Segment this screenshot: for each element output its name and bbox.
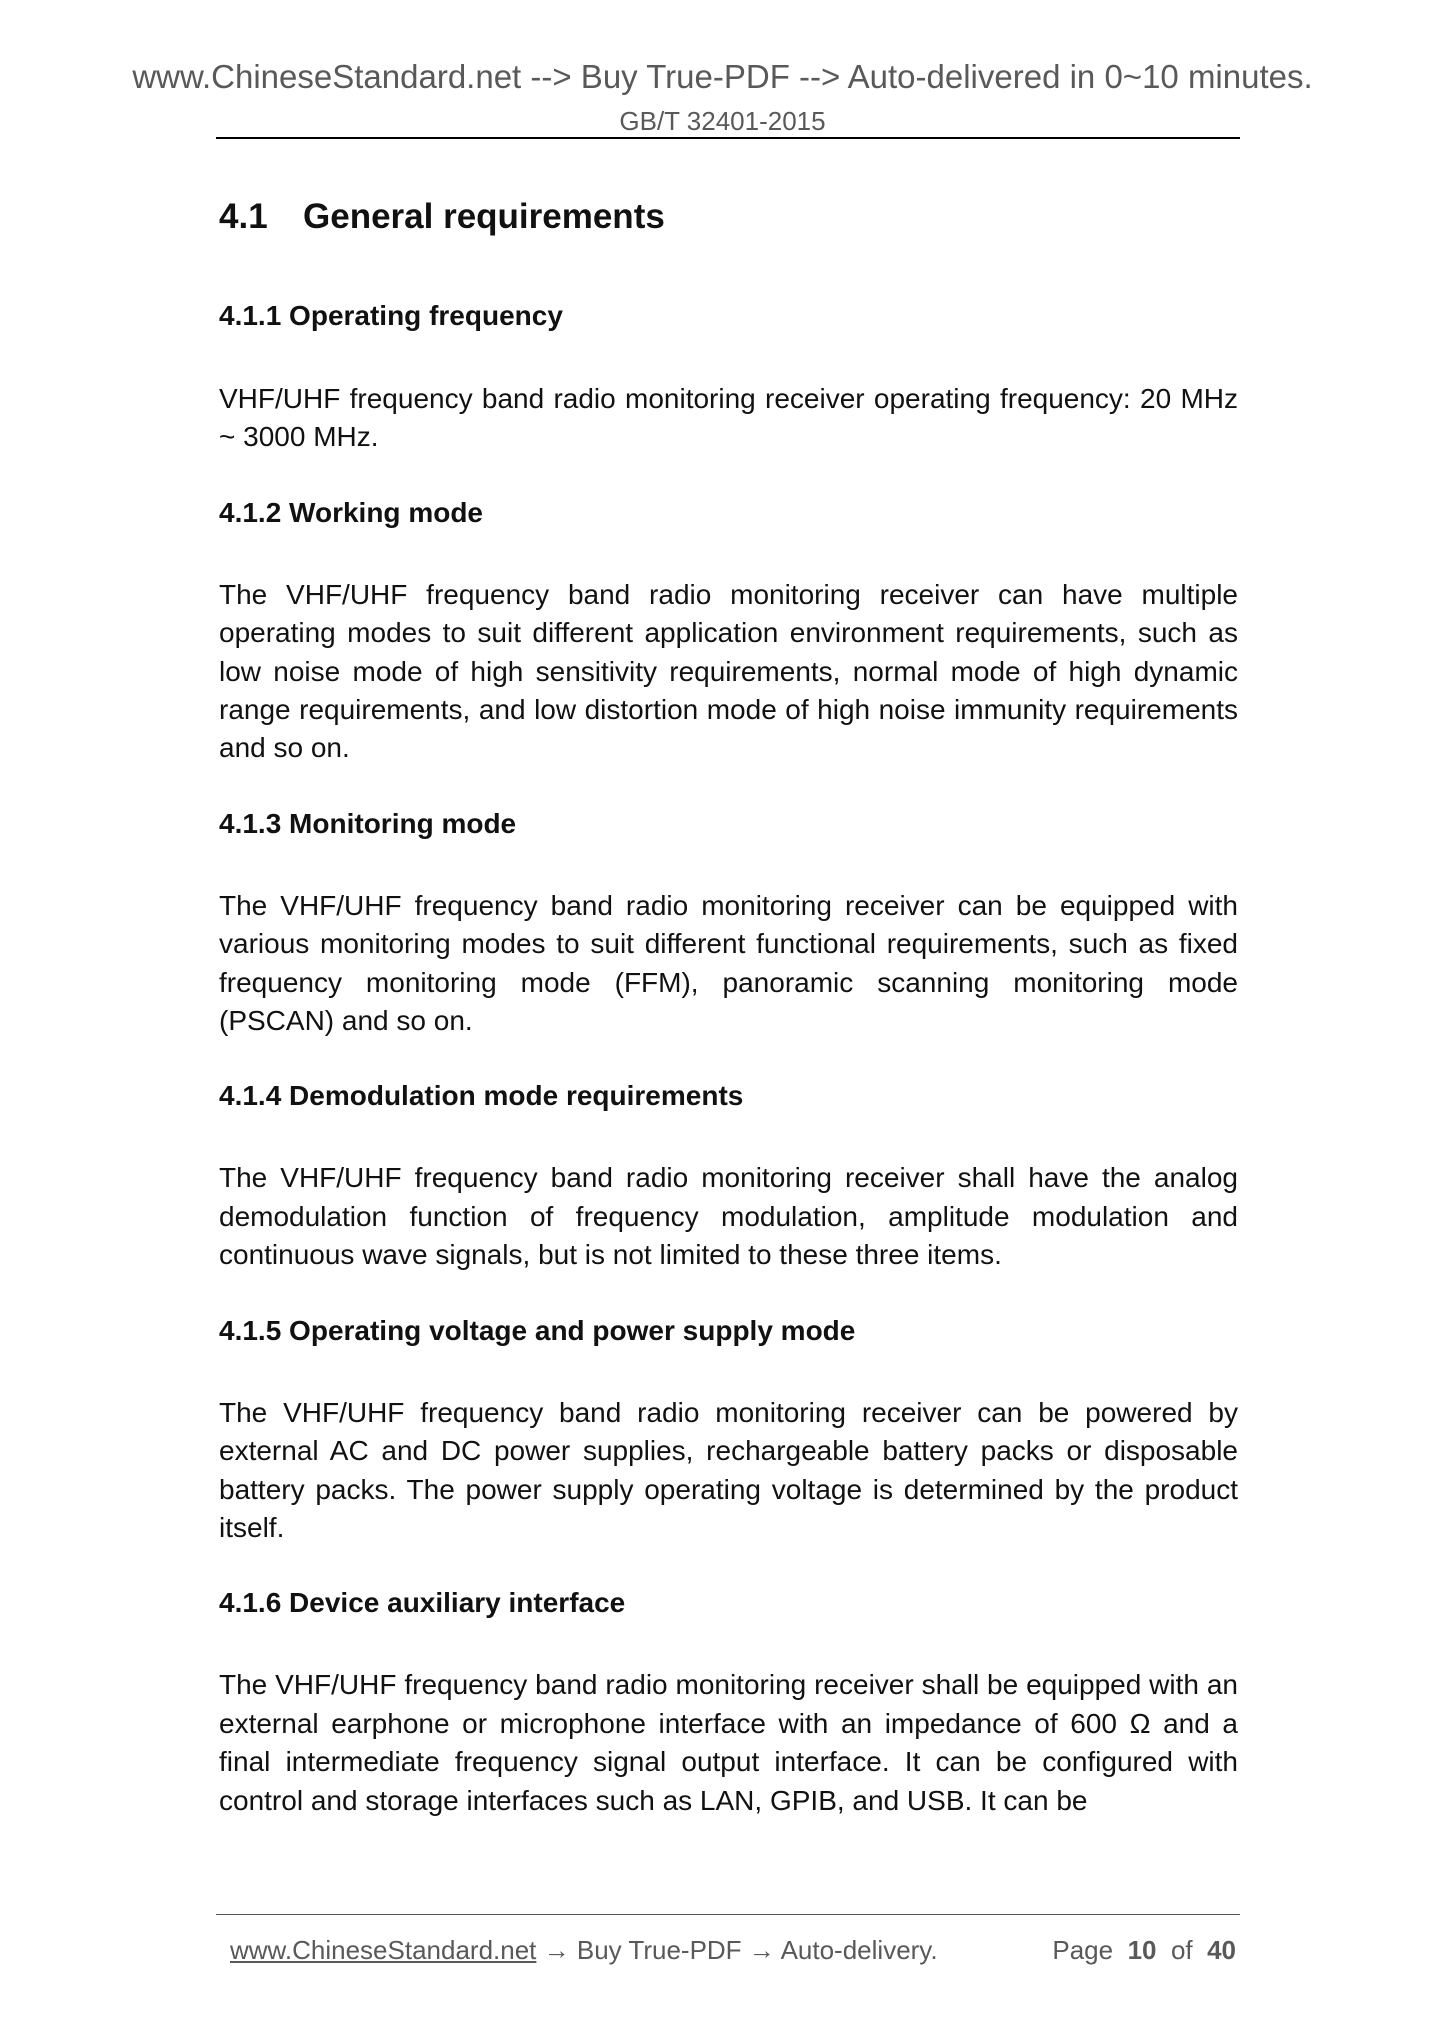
total-pages: 40 [1207, 1935, 1236, 1965]
subsection-heading-4-1-2: 4.1.2 Working mode [219, 496, 483, 528]
subsection-heading-4-1-1: 4.1.1 Operating frequency [219, 300, 563, 331]
paragraph-power-supply: The VHF/UHF frequency band radio monitoring receiver can be powered by external AC and DC power supplies, rechargeable battery packs or disposable battery packs. The power supply operating voltage is determined by the product itself. [219, 1396, 1238, 1543]
footer-divider [216, 1914, 1240, 1915]
section-title: General requirements [303, 197, 665, 236]
section-heading [219, 190, 1238, 244]
paragraph-auxiliary-interface: The VHF/UHF frequency band radio monitoring receiver shall be equipped with an external earphone or microphone interface with an impedance of 600 Ω and a final intermediate frequency signal output interface. It can be configured with control and storage interfaces such as LAN, GPIB, and USB. It can be [219, 1669, 1238, 1816]
page-content [219, 190, 1238, 1820]
top-banner: www.ChineseStandard.net --> Buy True-PDF --> Auto-delivered in 0~10 minutes. [132, 58, 1313, 95]
footer-site-link[interactable]: www.ChineseStandard.net [230, 1935, 537, 1965]
header-divider [216, 137, 1240, 139]
footer-tagline: → Buy True-PDF → Auto-delivery. [536, 1935, 938, 1965]
page-label: Page [1052, 1935, 1114, 1965]
page-footer [230, 1935, 1240, 1966]
paragraph-working-mode: The VHF/UHF frequency band radio monitoring receiver can have multiple operating modes to suit different application environment requirements, such as low noise mode of high sensitivity requirements, normal mode of high dynamic range requirements, and low distortion mode of high noise immunity requirements and so on. [219, 578, 1238, 764]
subsection-heading-4-1-4: 4.1.4 Demodulation mode requirements [219, 1080, 744, 1112]
subsection-heading-4-1-6: 4.1.6 Device auxiliary interface [219, 1587, 626, 1619]
page-number: 10 [1127, 1935, 1157, 1965]
section-number: 4.1 [219, 197, 268, 236]
page-indicator [1052, 1935, 1236, 1966]
paragraph-monitoring-mode: The VHF/UHF frequency band radio monitoring receiver can be equipped with various monitoring modes to suit different functional requirements, such as fixed frequency monitoring mode (FFM), panoramic scanning monitoring mode (PSCAN) and so on. [219, 889, 1238, 1037]
subsection-heading-4-1-5: 4.1.5 Operating voltage and power supply mode [219, 1314, 856, 1346]
of-label: of [1170, 1935, 1193, 1965]
paragraph-demodulation: The VHF/UHF frequency band radio monitoring receiver shall have the analog demodulation function of frequency modulation, amplitude modulation and continuous wave signals, but is not limited to these three items. [219, 1162, 1238, 1271]
subsection-heading-4-1-3: 4.1.3 Monitoring mode [219, 807, 517, 839]
document-code: GB/T 32401-2015 [619, 106, 826, 136]
paragraph-operating-frequency: VHF/UHF frequency band radio monitoring receiver operating frequency: 20 MHz ~ 3000 MHz. [219, 383, 1238, 453]
